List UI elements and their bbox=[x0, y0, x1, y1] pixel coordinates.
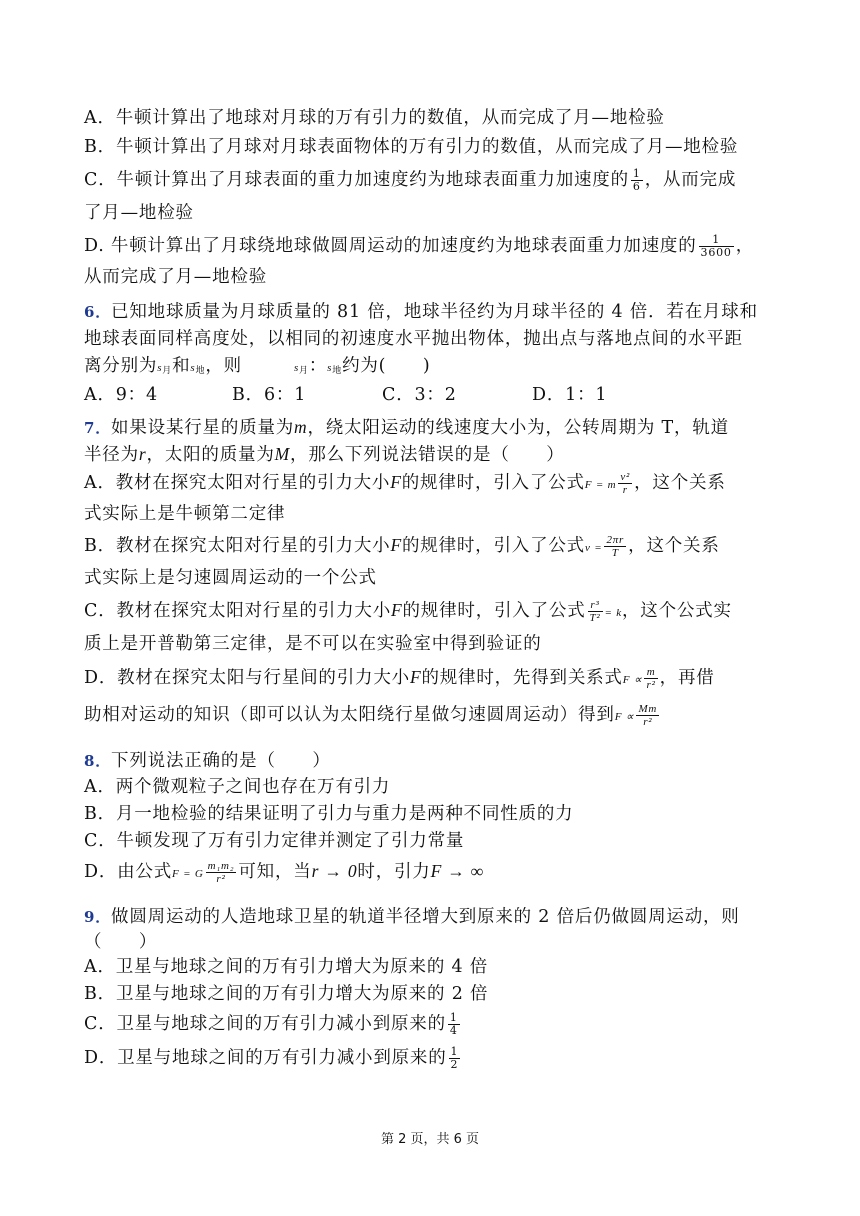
q6-stem-text: 已知地球质量为月球质量的 81 倍，地球半径约为月球半径的 4 倍．若在月球和 bbox=[111, 302, 758, 322]
fraction bbox=[588, 599, 603, 624]
fraction-numerator: Mm bbox=[638, 703, 658, 715]
q7-option-a-cont: 式实际上是牛顿第二定律 bbox=[84, 504, 286, 524]
q5-option-a: A．牛顿计算出了地球对月球的万有引力的数值，从而完成了月—地检验 bbox=[84, 108, 665, 128]
q7-option-d bbox=[84, 664, 715, 691]
q8-option-c: C．牛顿发现了万有引力定律并测定了引力常量 bbox=[84, 831, 465, 851]
q7-text: C．教材在探究太阳对行星的引力大小 bbox=[84, 601, 391, 621]
formula: F = m bbox=[584, 479, 617, 491]
q6-stem-line1 bbox=[84, 298, 758, 323]
question-number: 6． bbox=[84, 303, 112, 321]
fraction bbox=[636, 703, 659, 728]
ratio-separator: ： bbox=[308, 356, 328, 376]
symbol-s: s bbox=[157, 362, 163, 374]
q7-option-c-cont: 质上是开普勒第三定律，是不可以在实验室中得到验证的 bbox=[84, 634, 542, 654]
q7-stem-line2 bbox=[84, 441, 565, 466]
q6-text: 离分别为 bbox=[84, 356, 158, 376]
q6-option-d: D．1：1 bbox=[532, 385, 608, 405]
q7-text: ，再借 bbox=[659, 668, 715, 688]
fraction-numerator: m₁m₂ bbox=[207, 860, 235, 872]
fraction-denominator: r² bbox=[216, 873, 226, 885]
fraction bbox=[631, 168, 643, 193]
q7-text: D．教材在探究太阳与行星间的引力大小 bbox=[84, 668, 410, 688]
q7-text: 如果设某行星的质量为 bbox=[111, 418, 295, 438]
q7-text: 的规律时，引入了公式 bbox=[402, 601, 586, 621]
q8-stem-text: 下列说法正确的是（ ） bbox=[111, 751, 331, 771]
q5-option-c bbox=[84, 166, 736, 193]
q7-option-d-cont bbox=[84, 701, 661, 728]
q7-text: B．教材在探究太阳对行星的引力大小 bbox=[84, 536, 391, 556]
fraction-denominator: 2 bbox=[450, 1058, 459, 1071]
q9-option-a: A．卫星与地球之间的万有引力增大为原来的 4 倍 bbox=[84, 957, 489, 977]
page-footer: 第 2 页，共 6 页 bbox=[380, 1132, 480, 1147]
q9-text: D．卫星与地球之间的万有引力减小到原来的 bbox=[84, 1048, 447, 1068]
q5-option-c-cont: 了月—地检验 bbox=[84, 203, 194, 223]
symbol-s: s bbox=[327, 362, 333, 374]
fraction-numerator: r³ bbox=[588, 599, 603, 612]
q7-option-c bbox=[84, 597, 732, 624]
q6-text: ，则 bbox=[205, 356, 242, 376]
symbol-m: m bbox=[294, 417, 308, 437]
fraction-denominator: 4 bbox=[449, 1024, 458, 1037]
formula: r → 0 bbox=[311, 861, 358, 881]
question-number: 7． bbox=[84, 419, 112, 437]
q8-text: D．由公式 bbox=[84, 862, 173, 882]
question-number: 9． bbox=[84, 908, 112, 926]
q6-stem-line3 bbox=[84, 352, 431, 377]
fraction bbox=[448, 1012, 460, 1037]
q7-text: 的规律时，引入了公式 bbox=[401, 473, 585, 493]
q6-options bbox=[84, 381, 607, 406]
fraction-denominator: r bbox=[622, 484, 628, 496]
symbol-M: M bbox=[274, 444, 291, 464]
question-number: 8． bbox=[84, 752, 112, 770]
q6-option-c: C．3：2 bbox=[382, 385, 457, 405]
q6-option-b: B．6：1 bbox=[232, 385, 307, 405]
fraction-denominator: r² bbox=[646, 679, 656, 691]
fraction bbox=[618, 471, 632, 496]
q5-option-d bbox=[84, 232, 754, 259]
fraction bbox=[449, 1046, 461, 1071]
q7-text: ，太阳的质量为 bbox=[146, 445, 275, 465]
formula: F = G bbox=[172, 868, 204, 880]
q8-option-b: B．月一地检验的结果证明了引力与重力是两种不同性质的力 bbox=[84, 804, 574, 824]
q5-option-d-cont: 从而完成了月—地检验 bbox=[84, 267, 267, 287]
q7-text: ，绕太阳运动的线速度大小为，公转周期为 T，轨道 bbox=[307, 418, 729, 438]
q9-option-c bbox=[84, 1010, 462, 1037]
formula: F → ∞ bbox=[430, 861, 485, 881]
q7-text: 的规律时，先得到关系式 bbox=[421, 668, 623, 688]
q7-option-a bbox=[84, 469, 726, 496]
fraction-numerator: m bbox=[644, 666, 657, 679]
q7-text: ，那么下列说法错误的是（ ） bbox=[290, 445, 565, 465]
fraction-denominator: T bbox=[611, 547, 619, 559]
fraction-numerator: 1 bbox=[699, 234, 734, 247]
fraction-denominator: 3600 bbox=[700, 246, 732, 259]
q9-stem-line1 bbox=[84, 903, 740, 928]
q8-stem bbox=[84, 747, 331, 772]
q8-text: 可知，当 bbox=[238, 862, 312, 882]
q8-option-d bbox=[84, 858, 484, 885]
symbol-F: F bbox=[390, 472, 402, 492]
q9-option-b: B．卫星与地球之间的万有引力增大为原来的 2 倍 bbox=[84, 984, 489, 1004]
q7-option-b-cont: 式实际上是匀速圆周运动的一个公式 bbox=[84, 568, 377, 588]
subscript-moon: 月 bbox=[162, 366, 173, 376]
subscript-moon: 月 bbox=[299, 366, 309, 376]
q5-option-c-text: C．牛顿计算出了月球表面的重力加速度约为地球表面重力加速度的 bbox=[84, 170, 629, 190]
fraction bbox=[206, 860, 237, 885]
q7-text: ，这个关系 bbox=[634, 473, 726, 493]
q9-stem-line2: （ ） bbox=[84, 932, 158, 952]
q7-text: 的规律时，引入了公式 bbox=[401, 536, 585, 556]
formula: v = bbox=[584, 542, 603, 554]
symbol-F: F bbox=[409, 667, 422, 687]
q7-stem-line1 bbox=[84, 414, 729, 439]
formula: F ∝ bbox=[622, 674, 643, 686]
q7-option-b bbox=[84, 532, 720, 559]
fraction-numerator: 2πr bbox=[606, 534, 625, 546]
subscript-earth: 地 bbox=[332, 366, 343, 376]
q6-option-a: A．9：4 bbox=[84, 385, 158, 405]
q7-text: A．教材在探究太阳对行星的引力大小 bbox=[84, 473, 391, 493]
fraction bbox=[604, 534, 626, 559]
q7-text: 助相对运动的知识（即可以认为太阳绕行星做匀速圆周运动）得到 bbox=[84, 705, 615, 725]
q5-option-d-text-2: ， bbox=[735, 236, 755, 256]
q7-text: 半径为 bbox=[84, 445, 139, 465]
symbol-s: s bbox=[293, 362, 300, 374]
q6-text: 约为( ) bbox=[342, 356, 431, 376]
q5-option-d-text: D. 牛顿计算出了月球绕地球做圆周运动的加速度约为地球表面重力加速度的 bbox=[84, 236, 697, 256]
fraction-numerator: 1 bbox=[632, 167, 641, 180]
q5-option-c-text-2: ，从而完成 bbox=[644, 170, 737, 190]
fraction bbox=[644, 666, 657, 691]
q9-text: C．卫星与地球之间的万有引力减小到原来的 bbox=[84, 1014, 446, 1034]
q7-text: ，这个公式实 bbox=[621, 601, 732, 621]
q6-text-and: 和 bbox=[172, 356, 191, 376]
fraction-numerator: v² bbox=[620, 471, 631, 483]
symbol-F: F bbox=[390, 535, 402, 555]
q8-text: 时，引力 bbox=[357, 862, 431, 882]
q6-stem-line2: 地球表面同样高度处，以相同的初速度水平抛出物体，抛出点与落地点间的水平距 bbox=[84, 329, 743, 349]
symbol-r: r bbox=[138, 444, 147, 464]
fraction-denominator: 6 bbox=[632, 180, 641, 193]
q9-stem-text: 做圆周运动的人造地球卫星的轨道半径增大到原来的 2 倍后仍做圆周运动，则 bbox=[111, 907, 740, 927]
fraction-denominator: T² bbox=[589, 612, 601, 624]
symbol-F: F bbox=[391, 600, 403, 620]
q7-text: ，这个关系 bbox=[628, 536, 720, 556]
formula: = k bbox=[604, 607, 622, 619]
fraction-denominator: r² bbox=[643, 716, 653, 728]
fraction bbox=[699, 234, 734, 259]
q8-option-a: A．两个微观粒子之间也存在万有引力 bbox=[84, 777, 391, 797]
formula: F ∝ bbox=[614, 711, 635, 723]
fraction-numerator: 1 bbox=[449, 1011, 458, 1024]
q5-option-b: B．牛顿计算出了月球对月球表面物体的万有引力的数值，从而完成了月—地检验 bbox=[84, 137, 739, 157]
fraction-numerator: 1 bbox=[450, 1045, 459, 1058]
symbol-s: s bbox=[190, 362, 196, 374]
subscript-earth: 地 bbox=[195, 366, 206, 376]
q9-option-d bbox=[84, 1044, 462, 1071]
